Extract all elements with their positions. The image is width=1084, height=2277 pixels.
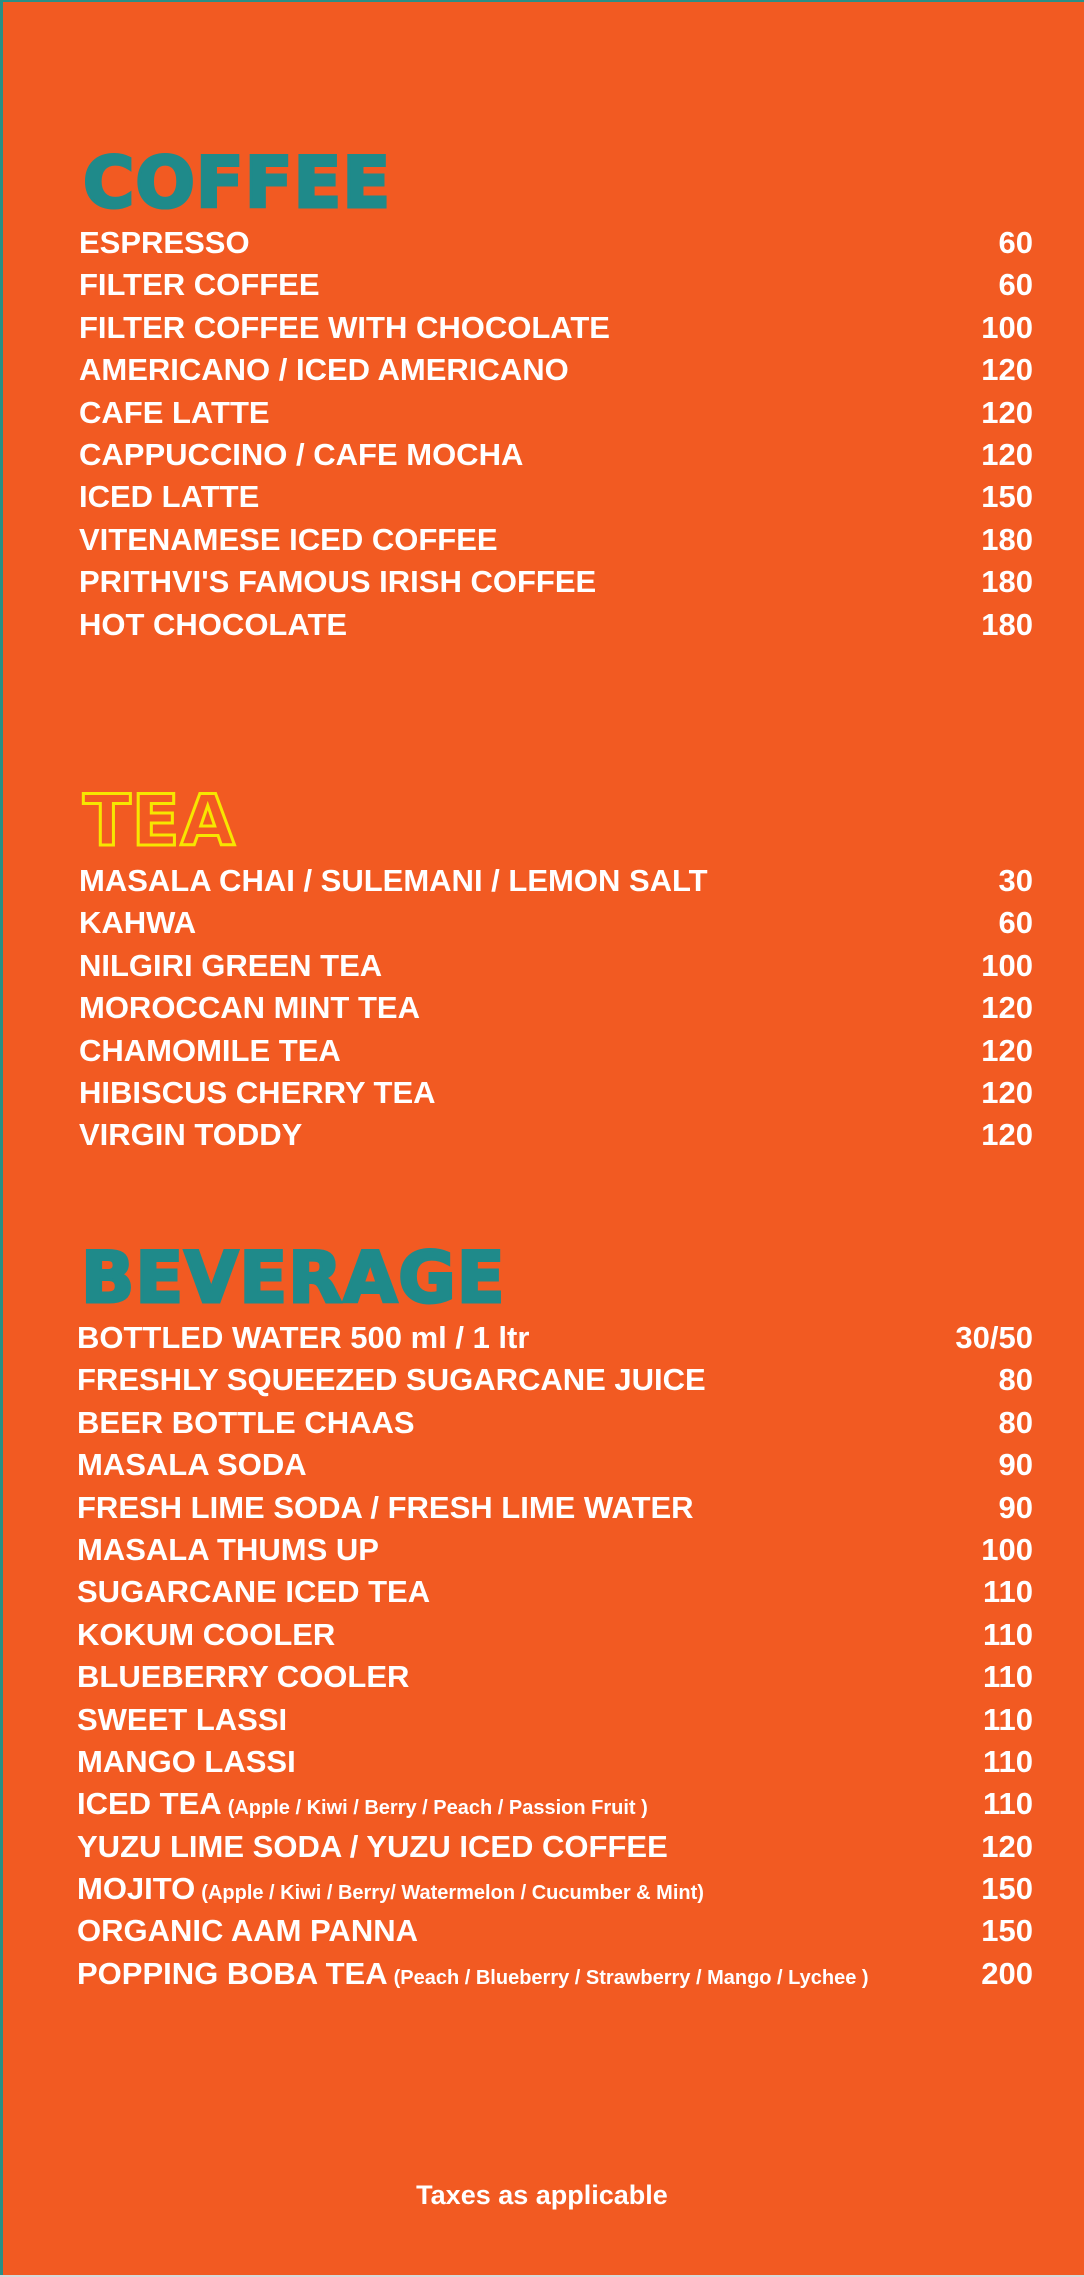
menu-item-label bbox=[79, 860, 708, 902]
menu-item bbox=[79, 222, 1033, 264]
menu-item-name: VITENAMESE ICED COFFEE bbox=[79, 521, 498, 557]
menu-item bbox=[77, 1317, 1033, 1359]
menu-item bbox=[79, 476, 1033, 518]
menu-item-label bbox=[77, 1359, 706, 1401]
beverage-section bbox=[77, 1237, 1033, 1995]
menu-item bbox=[77, 1868, 1033, 1910]
menu-item-label bbox=[77, 1699, 287, 1741]
menu-item-price: 100 bbox=[981, 1531, 1033, 1567]
menu-item-name: MOJITO bbox=[77, 1871, 196, 1907]
menu-item-price: 180 bbox=[981, 564, 1033, 600]
menu-item-name: KOKUM COOLER bbox=[77, 1616, 336, 1652]
menu-item bbox=[77, 1656, 1033, 1698]
menu-item bbox=[77, 1826, 1033, 1868]
menu-item-price: 150 bbox=[981, 1913, 1033, 1949]
menu-item-name: ESPRESSO bbox=[79, 225, 250, 260]
menu-item-name: FRESH LIME SODA / FRESH LIME WATER bbox=[77, 1489, 694, 1525]
menu-item-name: NILGIRI GREEN TEA bbox=[79, 947, 383, 983]
menu-item-name: MASALA THUMS UP bbox=[77, 1531, 379, 1567]
menu-item-label bbox=[77, 1953, 869, 1999]
menu-item bbox=[77, 1487, 1033, 1529]
menu-item-price: 110 bbox=[982, 1743, 1033, 1779]
menu-item-label bbox=[79, 561, 596, 603]
menu-item bbox=[77, 1402, 1033, 1444]
menu-item bbox=[77, 1571, 1033, 1613]
menu-item bbox=[79, 1114, 1033, 1156]
menu-item-price: 120 bbox=[981, 352, 1033, 388]
menu-item-name: CAFE LATTE bbox=[79, 394, 270, 430]
menu-item-name: ICED LATTE bbox=[79, 479, 260, 515]
menu-item-price: 110 bbox=[982, 1786, 1033, 1822]
menu-item-label bbox=[77, 1444, 307, 1486]
menu-item bbox=[79, 561, 1033, 603]
menu-item-label bbox=[79, 264, 320, 306]
menu-item-label bbox=[77, 1529, 379, 1571]
menu-item-price: 60 bbox=[998, 267, 1033, 303]
menu-item-price: 110 bbox=[982, 1701, 1033, 1737]
menu-item-name: YUZU LIME SODA / YUZU ICED COFFEE bbox=[77, 1828, 668, 1864]
menu-item-name: FRESHLY SQUEEZED SUGARCANE JUICE bbox=[77, 1362, 706, 1398]
menu-item-price: 90 bbox=[998, 1447, 1033, 1483]
menu-item bbox=[79, 307, 1033, 349]
menu-item-name: SWEET LASSI bbox=[77, 1701, 288, 1737]
menu-item-name: ORGANIC AAM PANNA bbox=[77, 1913, 418, 1949]
menu-item-label bbox=[79, 987, 420, 1029]
menu-item-label bbox=[79, 1030, 341, 1072]
menu-item bbox=[77, 1529, 1033, 1571]
menu-item-label bbox=[77, 1826, 668, 1868]
menu-item-name: SUGARCANE ICED TEA bbox=[77, 1574, 431, 1610]
menu-item-label bbox=[79, 604, 347, 646]
menu-item-name: VIRGIN TODDY bbox=[79, 1117, 303, 1153]
menu-item-label bbox=[79, 349, 569, 391]
coffee-section bbox=[79, 142, 1033, 646]
menu-item-price: 120 bbox=[981, 1032, 1033, 1068]
menu-item bbox=[77, 1614, 1033, 1656]
menu-item bbox=[79, 392, 1033, 434]
menu-item-options: (Apple / Kiwi / Berry/ Watermelon / Cucumber & Mint) bbox=[201, 1882, 704, 1905]
menu-item-label bbox=[79, 222, 250, 264]
menu-item-label bbox=[79, 307, 610, 349]
menu-item bbox=[79, 987, 1033, 1029]
menu-item-price: 100 bbox=[981, 947, 1033, 983]
menu-item-name: BLUEBERRY COOLER bbox=[77, 1659, 410, 1695]
menu-item-name: AMERICANO / ICED AMERICANO bbox=[79, 352, 569, 388]
menu-item-name: ICED TEA bbox=[77, 1786, 222, 1822]
top-edge-line bbox=[0, 0, 1084, 2]
menu-item-name: MASALA SODA bbox=[77, 1447, 307, 1483]
menu-item-price: 120 bbox=[981, 1074, 1033, 1110]
menu-item-label bbox=[77, 1317, 529, 1359]
menu-item-price: 110 bbox=[982, 1574, 1033, 1610]
menu-item-name: POPPING BOBA TEA bbox=[77, 1955, 388, 1991]
menu-item bbox=[79, 860, 1033, 902]
menu-item bbox=[79, 349, 1033, 391]
menu-item-label bbox=[77, 1614, 335, 1656]
menu-item-price: 120 bbox=[981, 1117, 1033, 1153]
menu-item bbox=[79, 434, 1033, 476]
menu-item-price: 60 bbox=[998, 225, 1033, 260]
beverage-heading: BEVERAGE bbox=[81, 1237, 506, 1319]
menu-item-name: HOT CHOCOLATE bbox=[79, 606, 348, 642]
menu-item-label bbox=[79, 1072, 436, 1114]
menu-item-label bbox=[79, 945, 382, 987]
menu-item-label bbox=[79, 1114, 302, 1156]
tea-items bbox=[79, 860, 1033, 1157]
tea-section bbox=[79, 780, 1033, 1157]
tea-heading: TEA bbox=[83, 780, 236, 862]
menu-item-label bbox=[77, 1487, 694, 1529]
menu-item bbox=[79, 264, 1033, 306]
menu-item-price: 180 bbox=[981, 521, 1033, 557]
menu-item-name: CAPPUCCINO / CAFE MOCHA bbox=[79, 436, 524, 472]
menu-item-name: CHAMOMILE TEA bbox=[79, 1032, 341, 1068]
menu-item-price: 110 bbox=[982, 1616, 1033, 1652]
menu-item bbox=[79, 604, 1033, 646]
menu-item-label bbox=[79, 476, 259, 518]
menu-item-price: 30 bbox=[998, 863, 1033, 898]
beverage-items bbox=[77, 1317, 1033, 1995]
menu-item-name: BEER BOTTLE CHAAS bbox=[77, 1404, 415, 1440]
coffee-heading: COFFEE bbox=[83, 142, 392, 224]
menu-item-name: HIBISCUS CHERRY TEA bbox=[79, 1074, 436, 1110]
taxes-note: Taxes as applicable bbox=[416, 2180, 668, 2210]
menu-item-price: 100 bbox=[981, 309, 1033, 345]
menu-item-price: 180 bbox=[981, 606, 1033, 642]
menu-item-label bbox=[77, 1741, 296, 1783]
menu-item bbox=[77, 1953, 1033, 1995]
menu-item bbox=[77, 1359, 1033, 1401]
menu-item-label bbox=[77, 1783, 648, 1829]
menu-item-price: 120 bbox=[981, 394, 1033, 430]
menu-item-price: 30/50 bbox=[955, 1320, 1033, 1355]
menu-item-name: KAHWA bbox=[79, 905, 197, 941]
menu-item-label bbox=[79, 902, 196, 944]
menu-item-label bbox=[77, 1868, 704, 1914]
menu-item-price: 150 bbox=[981, 1871, 1033, 1907]
menu-item-label bbox=[77, 1910, 418, 1952]
menu-item-name: PRITHVI'S FAMOUS IRISH COFFEE bbox=[79, 564, 597, 600]
menu-item bbox=[79, 519, 1033, 561]
menu-item bbox=[77, 1444, 1033, 1486]
menu-item-price: 120 bbox=[981, 1828, 1033, 1864]
menu-item bbox=[79, 902, 1033, 944]
menu-item-name: FILTER COFFEE bbox=[79, 267, 320, 303]
left-edge-stripe bbox=[0, 0, 10, 2277]
menu-item bbox=[79, 945, 1033, 987]
menu-item bbox=[79, 1072, 1033, 1114]
menu-item-price: 80 bbox=[998, 1362, 1033, 1398]
menu-item-price: 80 bbox=[998, 1404, 1033, 1440]
menu-item-label bbox=[77, 1656, 409, 1698]
menu-item-label bbox=[77, 1402, 415, 1444]
menu-item-price: 120 bbox=[981, 990, 1033, 1026]
menu-item-options: (Apple / Kiwi / Berry / Peach / Passion Fruit ) bbox=[227, 1797, 648, 1820]
menu-item-label bbox=[79, 434, 523, 476]
menu-item-price: 110 bbox=[982, 1659, 1033, 1695]
menu-item-name: MOROCCAN MINT TEA bbox=[79, 990, 420, 1026]
menu-item-options: (Peach / Blueberry / Strawberry / Mango / Lychee ) bbox=[393, 1966, 869, 1989]
menu-item-name: FILTER COFFEE WITH CHOCOLATE bbox=[79, 309, 610, 345]
menu-item bbox=[77, 1783, 1033, 1825]
menu-item-price: 120 bbox=[981, 436, 1033, 472]
menu-item-label bbox=[79, 392, 270, 434]
menu-item-name: BOTTLED WATER 500 ml / 1 ltr bbox=[77, 1320, 530, 1355]
menu-item bbox=[79, 1030, 1033, 1072]
menu-item-label bbox=[79, 519, 498, 561]
menu-item-label bbox=[77, 1571, 430, 1613]
menu-item-price: 60 bbox=[998, 905, 1033, 941]
menu-item bbox=[77, 1910, 1033, 1952]
menu-item-name: MANGO LASSI bbox=[77, 1743, 296, 1779]
menu-item bbox=[77, 1699, 1033, 1741]
menu-item-price: 150 bbox=[981, 479, 1033, 515]
menu-item-price: 200 bbox=[981, 1955, 1033, 1991]
coffee-items bbox=[79, 222, 1033, 646]
menu-item-price: 90 bbox=[998, 1489, 1033, 1525]
menu-item-name: MASALA CHAI / SULEMANI / LEMON SALT bbox=[79, 863, 708, 898]
menu-item bbox=[77, 1741, 1033, 1783]
